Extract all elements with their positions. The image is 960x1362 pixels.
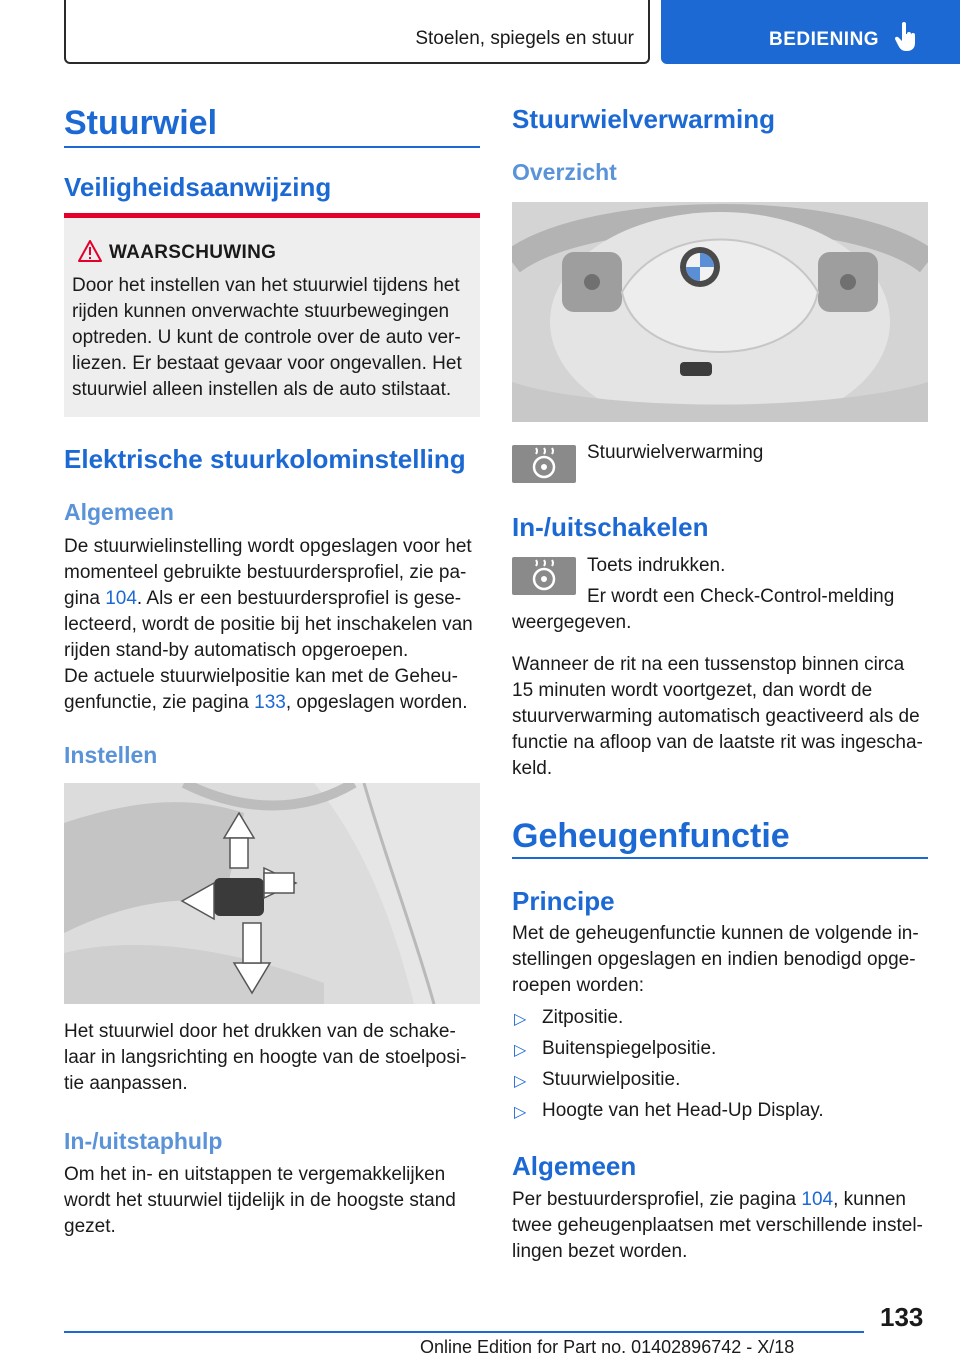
- general-paragraph-2: [64, 664, 480, 716]
- warning-text: Door het instellen van het stuurwiel tijdens het rijden kunnen onverwachte stuurbewegingen optreden. U kunt de controle over de auto ver-liezen. Er bestaat gevaar voor ongevallen. Het stuurwiel alleen instellen als de auto stilstaat.: [72, 275, 462, 400]
- header-section-tab: [64, 0, 650, 64]
- entry-assist-text: Om het in- en uitstappen te vergemakkelijken wordt het stuurwiel tijdelijk in de hoogste stand gezet.: [64, 1164, 456, 1237]
- header-chapter-tab: [661, 0, 960, 64]
- electric-adjust-heading: Elektrische stuurkolominstelling: [64, 444, 466, 474]
- list-item: [512, 1036, 928, 1067]
- heating-heading: Stuurwielverwarming: [512, 104, 775, 134]
- page-link-133[interactable]: 133: [254, 692, 286, 713]
- steering-column-switch-image: [64, 783, 480, 1004]
- header-chapter-title: BEDIENING: [769, 29, 880, 50]
- steering-wheel-illustration: [512, 202, 928, 422]
- footer-rule: [64, 1331, 864, 1333]
- list-item: [512, 1098, 928, 1129]
- list-item-text: Buitenspiegelpositie.: [542, 1038, 717, 1059]
- bullet-triangle-icon: ▷: [514, 1104, 527, 1121]
- general-heading-right: Algemeen: [512, 1151, 637, 1181]
- principle-text: Met de geheugenfunctie kunnen de volgende in-stellingen opgeslagen en indien benodigd opge-roepen worden:: [512, 923, 919, 996]
- resume-text: Wanneer de rit na een tussenstop binnen circa 15 minuten wordt voortgezet, dan wordt de stuurverwarming automatisch geactiveerd als de functie na afloop van de laatste rit was ingescha-keld.: [512, 654, 923, 779]
- entry-assist-heading: In-/uitstaphulp: [64, 1128, 223, 1154]
- general-text-right: [512, 1187, 928, 1265]
- list-item-text: Hoogte van het Head-Up Display.: [542, 1100, 824, 1121]
- list-item-text: Stuurwielpositie.: [542, 1069, 681, 1090]
- bullet-triangle-icon: ▷: [514, 1073, 527, 1090]
- general-paragraph-1: [64, 534, 480, 664]
- page-title: Stuurwiel: [64, 104, 218, 142]
- warning-triangle-icon: [77, 239, 103, 263]
- list-item-text: Zitpositie.: [542, 1007, 624, 1028]
- pointing-hand-icon: [895, 22, 917, 52]
- overview-heading: Overzicht: [512, 159, 617, 185]
- page-link-104-right[interactable]: 104: [801, 1189, 834, 1210]
- warning-box: [64, 218, 480, 417]
- memory-settings-list: [512, 1005, 928, 1129]
- general-p1-text-b: . Als er een bestuurdersprofiel is gese-lecteerd, wordt de positie bij het inschakelen van rijden stand-by automatisch opgeroepen.: [64, 588, 473, 661]
- bullet-triangle-icon: ▷: [514, 1042, 527, 1059]
- warning-label: WAARSCHUWING: [109, 242, 277, 263]
- memory-rule: [512, 857, 928, 859]
- principle-heading: Principe: [512, 886, 615, 916]
- general-right-text-a: Per bestuurdersprofiel, zie pagina: [512, 1189, 802, 1210]
- memory-heading: Geheugenfunctie: [512, 817, 790, 855]
- general-heading-left: Algemeen: [64, 499, 174, 525]
- steering-heating-icon: [512, 445, 576, 483]
- heating-button-label: Stuurwielverwarming: [587, 442, 764, 463]
- general-p2-text-b: , opgeslagen worden.: [285, 692, 468, 713]
- title-rule: [64, 146, 480, 148]
- safety-heading: Veiligheidsaanwijzing: [64, 172, 332, 202]
- general-right-text-b: , kunnen twee geheugenplaatsen met verschillende instel-lingen bezet worden.: [512, 1189, 923, 1262]
- bullet-triangle-icon: ▷: [514, 1011, 527, 1028]
- steering-heating-button-image: [512, 445, 576, 483]
- adjust-caption: Het stuurwiel door het drukken van de schake-laar in langsrichting en hoogte van de stoelposi-tie aanpassen.: [64, 1021, 467, 1094]
- footer-edition: Online Edition for Part no. 01402896742 - X/18: [420, 1337, 795, 1357]
- list-item: [512, 1067, 928, 1098]
- steering-column-switch-illustration: [64, 783, 480, 1004]
- check-control-text: Er wordt een Check-Control-melding weergegeven.: [512, 586, 895, 633]
- list-item: [512, 1005, 928, 1036]
- adjust-heading: Instellen: [64, 742, 158, 768]
- page-number: 133: [880, 1302, 924, 1332]
- general-p1-text-a: De stuurwielinstelling wordt opgeslagen voor het momenteel gebruikte bestuurdersprofiel, zie pa-gina: [64, 536, 472, 609]
- header-section-title: Stoelen, spiegels en stuur: [415, 28, 634, 49]
- steering-wheel-image: [512, 202, 928, 422]
- general-p2-text-a: De actuele stuurwielpositie kan met de Geheu-genfunctie, zie pagina: [64, 666, 458, 713]
- press-key-text: Toets indrukken.: [587, 555, 726, 576]
- page-link-104[interactable]: 104: [105, 588, 137, 609]
- onoff-heading: In-/uitschakelen: [512, 512, 709, 542]
